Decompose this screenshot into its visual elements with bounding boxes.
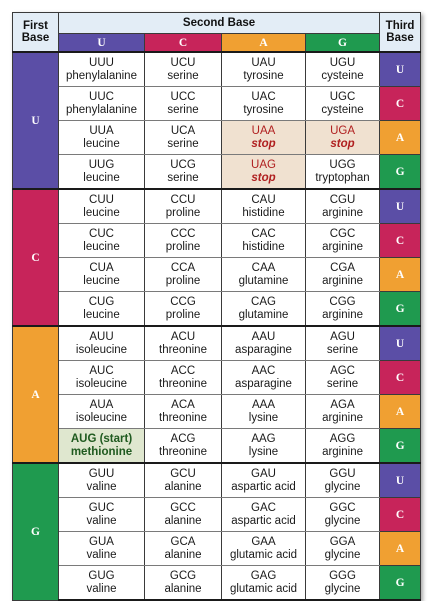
amino-acid-name: valine xyxy=(86,582,117,595)
codon-cell xyxy=(59,326,145,361)
amino-acid-name: leucine xyxy=(83,137,120,150)
codon-cell xyxy=(222,224,306,258)
amino-acid-name: leucine xyxy=(83,240,120,253)
amino-acid-name: asparagine xyxy=(235,377,292,390)
amino-acid-name: serine xyxy=(326,343,359,356)
codon-triplet: GGC xyxy=(329,501,356,514)
amino-acid-name: arginine xyxy=(322,411,363,424)
third-base-a: A xyxy=(380,395,421,429)
codon-triplet: AUC xyxy=(89,364,114,377)
codon-cell xyxy=(145,189,222,224)
third-base-c: C xyxy=(380,224,421,258)
codon-row xyxy=(13,566,421,601)
amino-acid-name: histidine xyxy=(242,240,285,253)
amino-acid-name: cysteine xyxy=(321,69,364,82)
amino-acid-name: arginine xyxy=(322,240,363,253)
codon-cell xyxy=(306,189,380,224)
codon-triplet: CGA xyxy=(330,261,355,274)
codon-triplet: GGU xyxy=(329,467,356,480)
codon-triplet: GAC xyxy=(251,501,276,514)
amino-acid-name: serine xyxy=(167,171,199,184)
codon-triplet: GCA xyxy=(170,535,196,548)
codon-triplet: UCC xyxy=(170,90,196,103)
codon-triplet: AGA xyxy=(330,398,355,411)
amino-acid-name: proline xyxy=(165,240,201,253)
third-base-u: U xyxy=(380,52,421,87)
amino-acid-name: asparagine xyxy=(235,343,292,356)
codon-cell xyxy=(145,121,222,155)
codon-cell xyxy=(145,361,222,395)
amino-acid-name: glutamine xyxy=(238,274,289,287)
codon-triplet: AAU xyxy=(251,330,276,343)
codon-triplet: UUG xyxy=(88,158,115,171)
amino-acid-name: valine xyxy=(86,514,117,527)
codon-cell xyxy=(222,429,306,464)
codon-triplet: AAA xyxy=(251,398,275,411)
amino-acid-name: glutamic acid xyxy=(229,582,298,595)
second-base-band xyxy=(13,34,421,53)
codon-cell xyxy=(306,429,380,464)
start-codon-cell xyxy=(59,429,145,464)
first-base-u: U xyxy=(13,52,59,189)
amino-acid-name: aspartic acid xyxy=(231,514,296,527)
codon-triplet: GUG xyxy=(88,569,115,582)
codon-triplet: CAG xyxy=(251,295,276,308)
third-base-u: U xyxy=(380,326,421,361)
codon-triplet: CCA xyxy=(170,261,196,274)
codon-cell xyxy=(306,498,380,532)
codon-triplet: UGA xyxy=(330,124,355,137)
codon-cell xyxy=(306,292,380,327)
first-base-c: C xyxy=(13,189,59,326)
amino-acid-name: valine xyxy=(86,480,117,493)
codon-triplet: UCU xyxy=(170,56,196,69)
amino-acid-name: valine xyxy=(86,548,117,561)
codon-cell xyxy=(145,87,222,121)
second-base-g: G xyxy=(306,34,380,53)
codon-cell xyxy=(59,395,145,429)
third-base-g: G xyxy=(380,566,421,601)
amino-acid-name: serine xyxy=(167,69,199,82)
codon-cell xyxy=(145,224,222,258)
amino-acid-name: leucine xyxy=(83,206,120,219)
amino-acid-name: lysine xyxy=(248,445,279,458)
codon-triplet: CCU xyxy=(170,193,196,206)
amino-acid-name: arginine xyxy=(322,445,363,458)
amino-acid-name: phenylalanine xyxy=(66,69,137,82)
codon-cell xyxy=(306,326,380,361)
codon-cell xyxy=(145,155,222,190)
codon-triplet: GCG xyxy=(169,569,197,582)
codon-cell xyxy=(306,395,380,429)
codon-triplet: GCU xyxy=(170,467,196,480)
amino-acid-name: alanine xyxy=(164,514,202,527)
amino-acid-name: arginine xyxy=(322,274,363,287)
codon-cell xyxy=(145,498,222,532)
codon-triplet: CAU xyxy=(251,193,276,206)
codon-row xyxy=(13,292,421,327)
amino-acid-name: proline xyxy=(165,274,201,287)
codon-triplet: CAA xyxy=(251,261,276,274)
amino-acid-name: glycine xyxy=(324,514,361,527)
amino-acid-name: leucine xyxy=(83,274,120,287)
codon-cell xyxy=(59,189,145,224)
amino-acid-name: leucine xyxy=(83,308,120,321)
codon-cell xyxy=(59,566,145,601)
codon-triplet: GGG xyxy=(329,569,356,582)
codon-triplet: AUU xyxy=(89,330,114,343)
third-base-a: A xyxy=(380,532,421,566)
codon-triplet: AAG xyxy=(251,432,276,445)
codon-triplet: UGG xyxy=(329,158,356,171)
third-base-u: U xyxy=(380,189,421,224)
codon-triplet: AGU xyxy=(330,330,355,343)
codon-triplet: CUC xyxy=(89,227,114,240)
codon-row xyxy=(13,121,421,155)
amino-acid-name: cysteine xyxy=(321,103,364,116)
codon-cell xyxy=(145,463,222,498)
codon-triplet: CUU xyxy=(89,193,114,206)
codon-triplet: ACC xyxy=(170,364,196,377)
codon-row xyxy=(13,429,421,464)
amino-acid-name: methionine xyxy=(70,445,133,458)
codon-triplet: CGC xyxy=(329,227,356,240)
second-base-c: C xyxy=(145,34,222,53)
codon-cell xyxy=(222,395,306,429)
amino-acid-name: tyrosine xyxy=(243,69,284,82)
codon-cell xyxy=(145,532,222,566)
third-base-c: C xyxy=(380,498,421,532)
third-base-a: A xyxy=(380,258,421,292)
amino-acid-name: phenylalanine xyxy=(66,103,137,116)
amino-acid-name: serine xyxy=(326,377,359,390)
codon-cell xyxy=(145,52,222,87)
codon-triplet: ACG xyxy=(170,432,196,445)
codon-cell xyxy=(59,121,145,155)
third-base-c: C xyxy=(380,361,421,395)
amino-acid-name: glutamine xyxy=(238,308,289,321)
codon-table xyxy=(12,12,421,601)
codon-triplet: AGG xyxy=(329,432,356,445)
codon-cell xyxy=(306,566,380,601)
stop-codon-cell xyxy=(222,121,306,155)
amino-acid-name: threonine xyxy=(159,445,207,458)
codon-cell xyxy=(222,532,306,566)
second-base-header: Second Base xyxy=(59,13,380,34)
codon-cell xyxy=(306,463,380,498)
codon-cell xyxy=(59,258,145,292)
codon-row xyxy=(13,155,421,190)
third-base-u: U xyxy=(380,463,421,498)
amino-acid-name: leucine xyxy=(83,171,120,184)
codon-row xyxy=(13,395,421,429)
amino-acid-name: alanine xyxy=(164,480,202,493)
codon-cell xyxy=(59,361,145,395)
codon-triplet: AUG (start) xyxy=(70,432,133,445)
codon-cell xyxy=(59,224,145,258)
codon-triplet: GGA xyxy=(329,535,356,548)
codon-row xyxy=(13,52,421,87)
first-base-a: A xyxy=(13,326,59,463)
amino-acid-name: aspartic acid xyxy=(231,480,296,493)
codon-triplet: UUC xyxy=(89,90,114,103)
codon-triplet: CCC xyxy=(170,227,196,240)
codon-cell xyxy=(306,361,380,395)
codon-cell xyxy=(59,498,145,532)
codon-cell xyxy=(145,395,222,429)
codon-cell xyxy=(145,326,222,361)
second-base-u: U xyxy=(59,34,145,53)
amino-acid-name: alanine xyxy=(164,548,202,561)
amino-acid-name: isoleucine xyxy=(75,343,128,356)
codon-row xyxy=(13,498,421,532)
codon-triplet: CGG xyxy=(329,295,356,308)
codon-row xyxy=(13,463,421,498)
codon-triplet: ACU xyxy=(170,330,196,343)
amino-acid-name: serine xyxy=(167,137,199,150)
codon-triplet: CUG xyxy=(88,295,115,308)
codon-triplet: GAU xyxy=(251,467,276,480)
amino-acid-name: threonine xyxy=(159,377,207,390)
codon-cell xyxy=(59,155,145,190)
amino-acid-name: stop xyxy=(251,137,276,150)
codon-cell xyxy=(306,52,380,87)
codon-triplet: UUU xyxy=(89,56,114,69)
amino-acid-name: glycine xyxy=(324,548,361,561)
codon-cell xyxy=(59,463,145,498)
codon-triplet: UGU xyxy=(329,56,356,69)
third-base-header: Third Base xyxy=(380,13,421,53)
codon-cell xyxy=(222,498,306,532)
codon-triplet: UGC xyxy=(329,90,356,103)
codon-row xyxy=(13,189,421,224)
amino-acid-name: proline xyxy=(165,206,201,219)
amino-acid-name: isoleucine xyxy=(75,377,128,390)
amino-acid-name: glutamic acid xyxy=(229,548,298,561)
codon-triplet: GAG xyxy=(250,569,277,582)
codon-cell xyxy=(222,566,306,601)
codon-cell xyxy=(222,189,306,224)
codon-cell xyxy=(306,155,380,190)
codon-triplet: CUA xyxy=(89,261,114,274)
codon-triplet: CGU xyxy=(329,193,356,206)
stop-codon-cell xyxy=(306,121,380,155)
codon-triplet: GCC xyxy=(170,501,196,514)
codon-cell xyxy=(145,429,222,464)
codon-cell xyxy=(306,87,380,121)
amino-acid-name: alanine xyxy=(164,582,202,595)
amino-acid-name: threonine xyxy=(159,343,207,356)
codon-cell xyxy=(306,224,380,258)
codon-triplet: CCG xyxy=(170,295,196,308)
codon-cell xyxy=(222,463,306,498)
codon-triplet: UAG xyxy=(251,158,276,171)
stop-codon-cell xyxy=(222,155,306,190)
codon-cell xyxy=(222,292,306,327)
amino-acid-name: threonine xyxy=(159,411,207,424)
codon-triplet: GUC xyxy=(88,501,115,514)
third-base-g: G xyxy=(380,292,421,327)
codon-cell xyxy=(222,258,306,292)
codon-triplet: UCG xyxy=(170,158,196,171)
amino-acid-name: stop xyxy=(330,137,355,150)
amino-acid-name: tryptophan xyxy=(315,171,370,184)
codon-triplet: UUA xyxy=(89,124,114,137)
codon-cell xyxy=(222,361,306,395)
codon-triplet: UAA xyxy=(251,124,276,137)
amino-acid-name: serine xyxy=(167,103,199,116)
codon-cell xyxy=(59,52,145,87)
codon-cell xyxy=(222,52,306,87)
amino-acid-name: stop xyxy=(251,171,276,184)
codon-triplet: GUA xyxy=(89,535,114,548)
codon-triplet: AAC xyxy=(251,364,276,377)
amino-acid-name: lysine xyxy=(248,411,279,424)
codon-triplet: ACA xyxy=(171,398,195,411)
third-base-a: A xyxy=(380,121,421,155)
third-base-g: G xyxy=(380,429,421,464)
header-row xyxy=(13,13,421,34)
codon-triplet: AUA xyxy=(89,398,114,411)
amino-acid-name: glycine xyxy=(324,582,361,595)
codon-cell xyxy=(306,532,380,566)
amino-acid-name: glycine xyxy=(324,480,361,493)
codon-cell xyxy=(59,87,145,121)
codon-row xyxy=(13,326,421,361)
amino-acid-name: histidine xyxy=(242,206,285,219)
third-base-c: C xyxy=(380,87,421,121)
amino-acid-name: isoleucine xyxy=(75,411,128,424)
amino-acid-name: proline xyxy=(165,308,201,321)
codon-triplet: GAA xyxy=(251,535,276,548)
third-base-g: G xyxy=(380,155,421,190)
codon-row xyxy=(13,87,421,121)
codon-cell xyxy=(222,87,306,121)
codon-row xyxy=(13,258,421,292)
codon-triplet: AGC xyxy=(330,364,355,377)
codon-row xyxy=(13,361,421,395)
amino-acid-name: arginine xyxy=(322,206,363,219)
codon-triplet: UCA xyxy=(170,124,196,137)
codon-triplet: UAC xyxy=(251,90,276,103)
codon-row xyxy=(13,224,421,258)
first-base-header: First Base xyxy=(13,13,59,53)
codon-cell xyxy=(59,532,145,566)
codon-cell xyxy=(145,292,222,327)
codon-cell xyxy=(59,292,145,327)
codon-cell xyxy=(222,326,306,361)
codon-cell xyxy=(306,258,380,292)
amino-acid-name: tyrosine xyxy=(243,103,284,116)
codon-row xyxy=(13,532,421,566)
codon-triplet: CAC xyxy=(251,227,276,240)
first-base-g: G xyxy=(13,463,59,600)
second-base-a: A xyxy=(222,34,306,53)
amino-acid-name: arginine xyxy=(322,308,363,321)
codon-triplet: GUU xyxy=(88,467,115,480)
codon-cell xyxy=(145,258,222,292)
codon-cell xyxy=(145,566,222,601)
codon-triplet: UAU xyxy=(251,56,276,69)
